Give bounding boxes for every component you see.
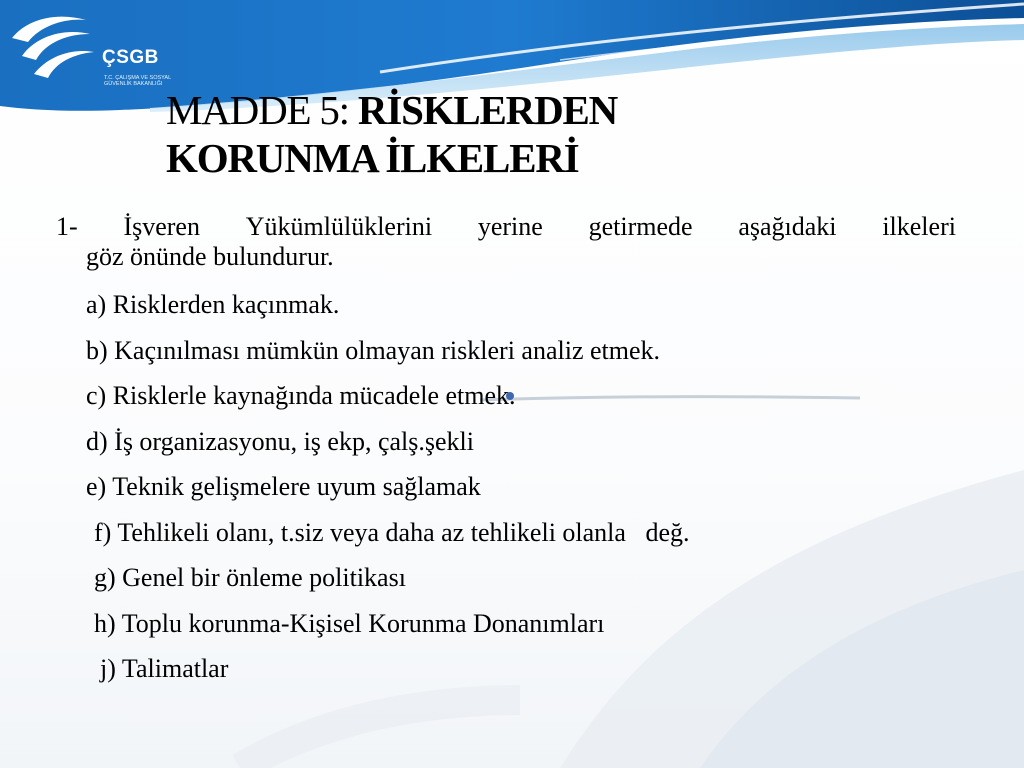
logo-subtitle: T.C. ÇALIŞMA VE SOSYAL GÜVENLİK BAKANLIĞI (104, 75, 171, 87)
list-item-b: b) Kaçınılması mümkün olmayan riskleri analiz etmek. (86, 335, 661, 365)
list-item-e: e) Teknik gelişmelere uyum sağlamak (86, 472, 481, 501)
list-item-j: j) Talimatlar (100, 654, 229, 683)
body-text (56, 212, 956, 692)
list-item-g: g) Genel bir önleme politikası (94, 563, 406, 592)
intro-word: aşağıdaki (738, 212, 837, 241)
title-line1: RİSKLERDEN (357, 87, 618, 133)
list-item-c: c) Risklerle kaynağında mücadele etmek. (86, 381, 516, 410)
csgb-logo (8, 10, 178, 90)
intro-word: getirmede (588, 212, 693, 241)
intro-word: İşveren (123, 212, 200, 241)
logo-name: ÇSGB (102, 47, 159, 68)
list-item-d: d) İş organizasyonu, iş ekp, çalş.şekli (86, 426, 474, 456)
page-title (166, 86, 726, 182)
intro-line (56, 212, 956, 242)
intro-word: yerine (477, 212, 543, 241)
intro-continuation: göz önünde bulundurur. (86, 242, 334, 271)
intro-word: Yükümlülüklerini (245, 212, 433, 241)
list-item-f: f) Tehlikeli olanı, t.siz veya daha az tehlikeli olanla değ. (94, 517, 690, 547)
intro-word: ilkeleri (882, 212, 956, 241)
list-item-h: h) Toplu korunma-Kişisel Korunma Donanımları (94, 608, 605, 638)
title-prefix: MADDE 5: (166, 87, 358, 133)
list-item-a: a) Risklerden kaçınmak. (86, 290, 340, 319)
logo-swoosh-icon (8, 10, 98, 90)
intro-word: 1- (56, 212, 78, 241)
title-line2: KORUNMA İLKELERİ (166, 135, 579, 181)
